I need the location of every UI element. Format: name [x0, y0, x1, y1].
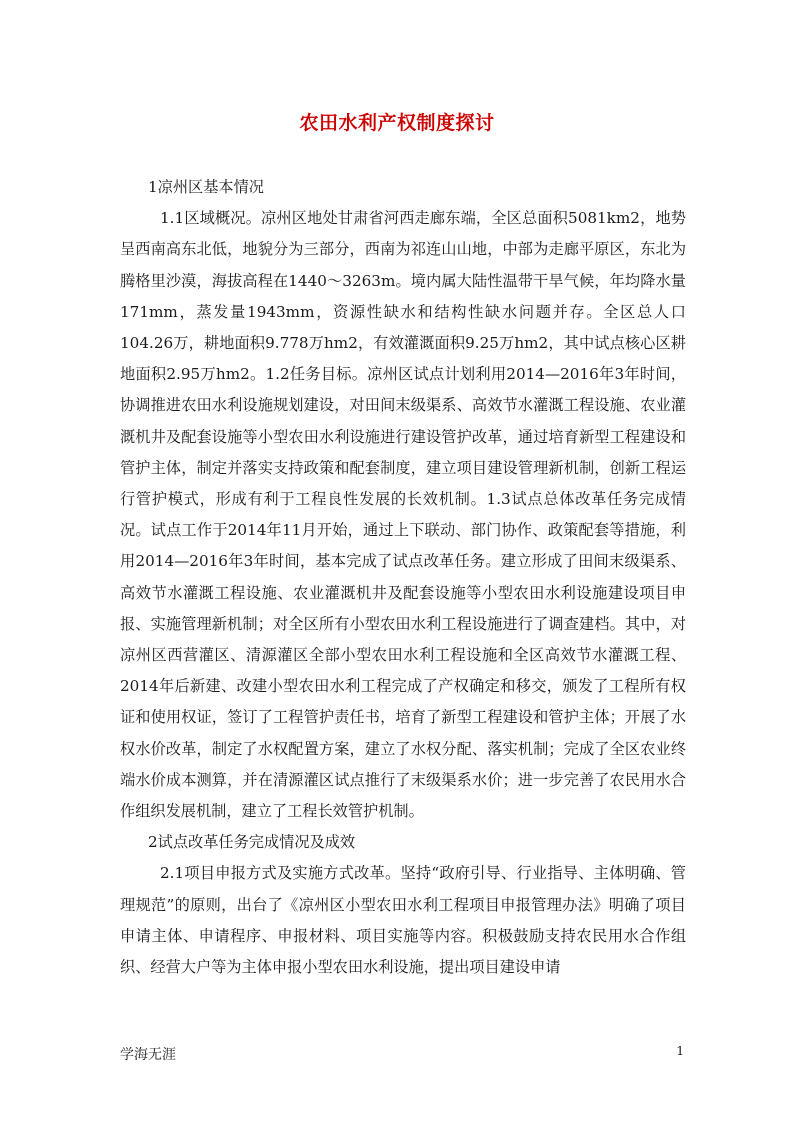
paragraph: 2.1项目申报方式及实施方式改革。坚持“政府引导、行业指导、主体明确、管理规范”的原则，出台了《凉州区小型农田水利工程项目申报管理办法》明确了项目申请主体、申请程序、申报材料、项目实施等内容。积极鼓励支持农民用水合作组织、经营大户等为主体申报小型农田水利设施，提出项目建设申请: [120, 864, 686, 977]
paragraph: 1.1区域概况。凉州区地处甘肃省河西走廊东端，全区总面积5081km2，地势呈西南高东北低，地貌分为三部分，西南为祁连山山地，中部为走廊平原区，东北为腾格里沙漠，海拔高程在1440～3263m。境内属大陆性温带干旱气候，年均降水量171mm，蒸发量1943mm，资源性缺水和结构性缺水问题并存。全区总人口104.26万，耕地面积9.778万hm2，有效灌溉面积9.25万hm2，其中试点核心区耕地面积2.95万hm2。1.2任务目标。凉州区试点计划利用2014—2016年3年时间，协调推进农田水利设施规划建设，对田间末级渠系、高效节水灌溉工程设施、农业灌溉机井及配套设施等小型农田水利设施进行建设管护改革，通过培育新型工程建设和管护主体，制定并落实支持政策和配套制度，建立项目建设管理新机制，创新工程运行管护模式，形成有利于工程良性发展的长效机制。1.3试点总体改革任务完成情况。试点工作于2014年11月开始，通过上下联动、部门协作、政策配套等措施，利用2014—2016年3年时间，基本完成了试点改革任务。建立形成了田间末级渠系、高效节水灌溉工程设施、农业灌溉机井及配套设施等小型农田水利设施建设项目申报、实施管理新机制；对全区所有小型农田水利工程设施进行了调查建档。其中，对凉州区西营灌区、清源灌区全部小型农田水利工程设施和全区高效节水灌溉工程、2014年后新建、改建小型农田水利工程完成了产权确定和移交，颁发了工程所有权证和使用权证，签订了工程管护责任书，培育了新型工程建设和管护主体；开展了水权水价改革，制定了水权配置方案，建立了水权分配、落实机制；完成了全区农业终端水价成本测算，并在清源灌区试点推行了末级渠系水价；进一步完善了农民用水合作组织发展机制，建立了工程长效管护机制。: [120, 209, 686, 821]
document-body: [120, 172, 686, 983]
section-heading: 2试点改革任务完成情况及成效: [148, 833, 356, 852]
section-heading: 1凉州区基本情况: [148, 178, 264, 196]
footer-text: 学海无涯: [120, 1047, 176, 1063]
document-title: 农田水利产权制度探讨: [299, 112, 495, 134]
page-number: 1: [676, 1044, 684, 1058]
